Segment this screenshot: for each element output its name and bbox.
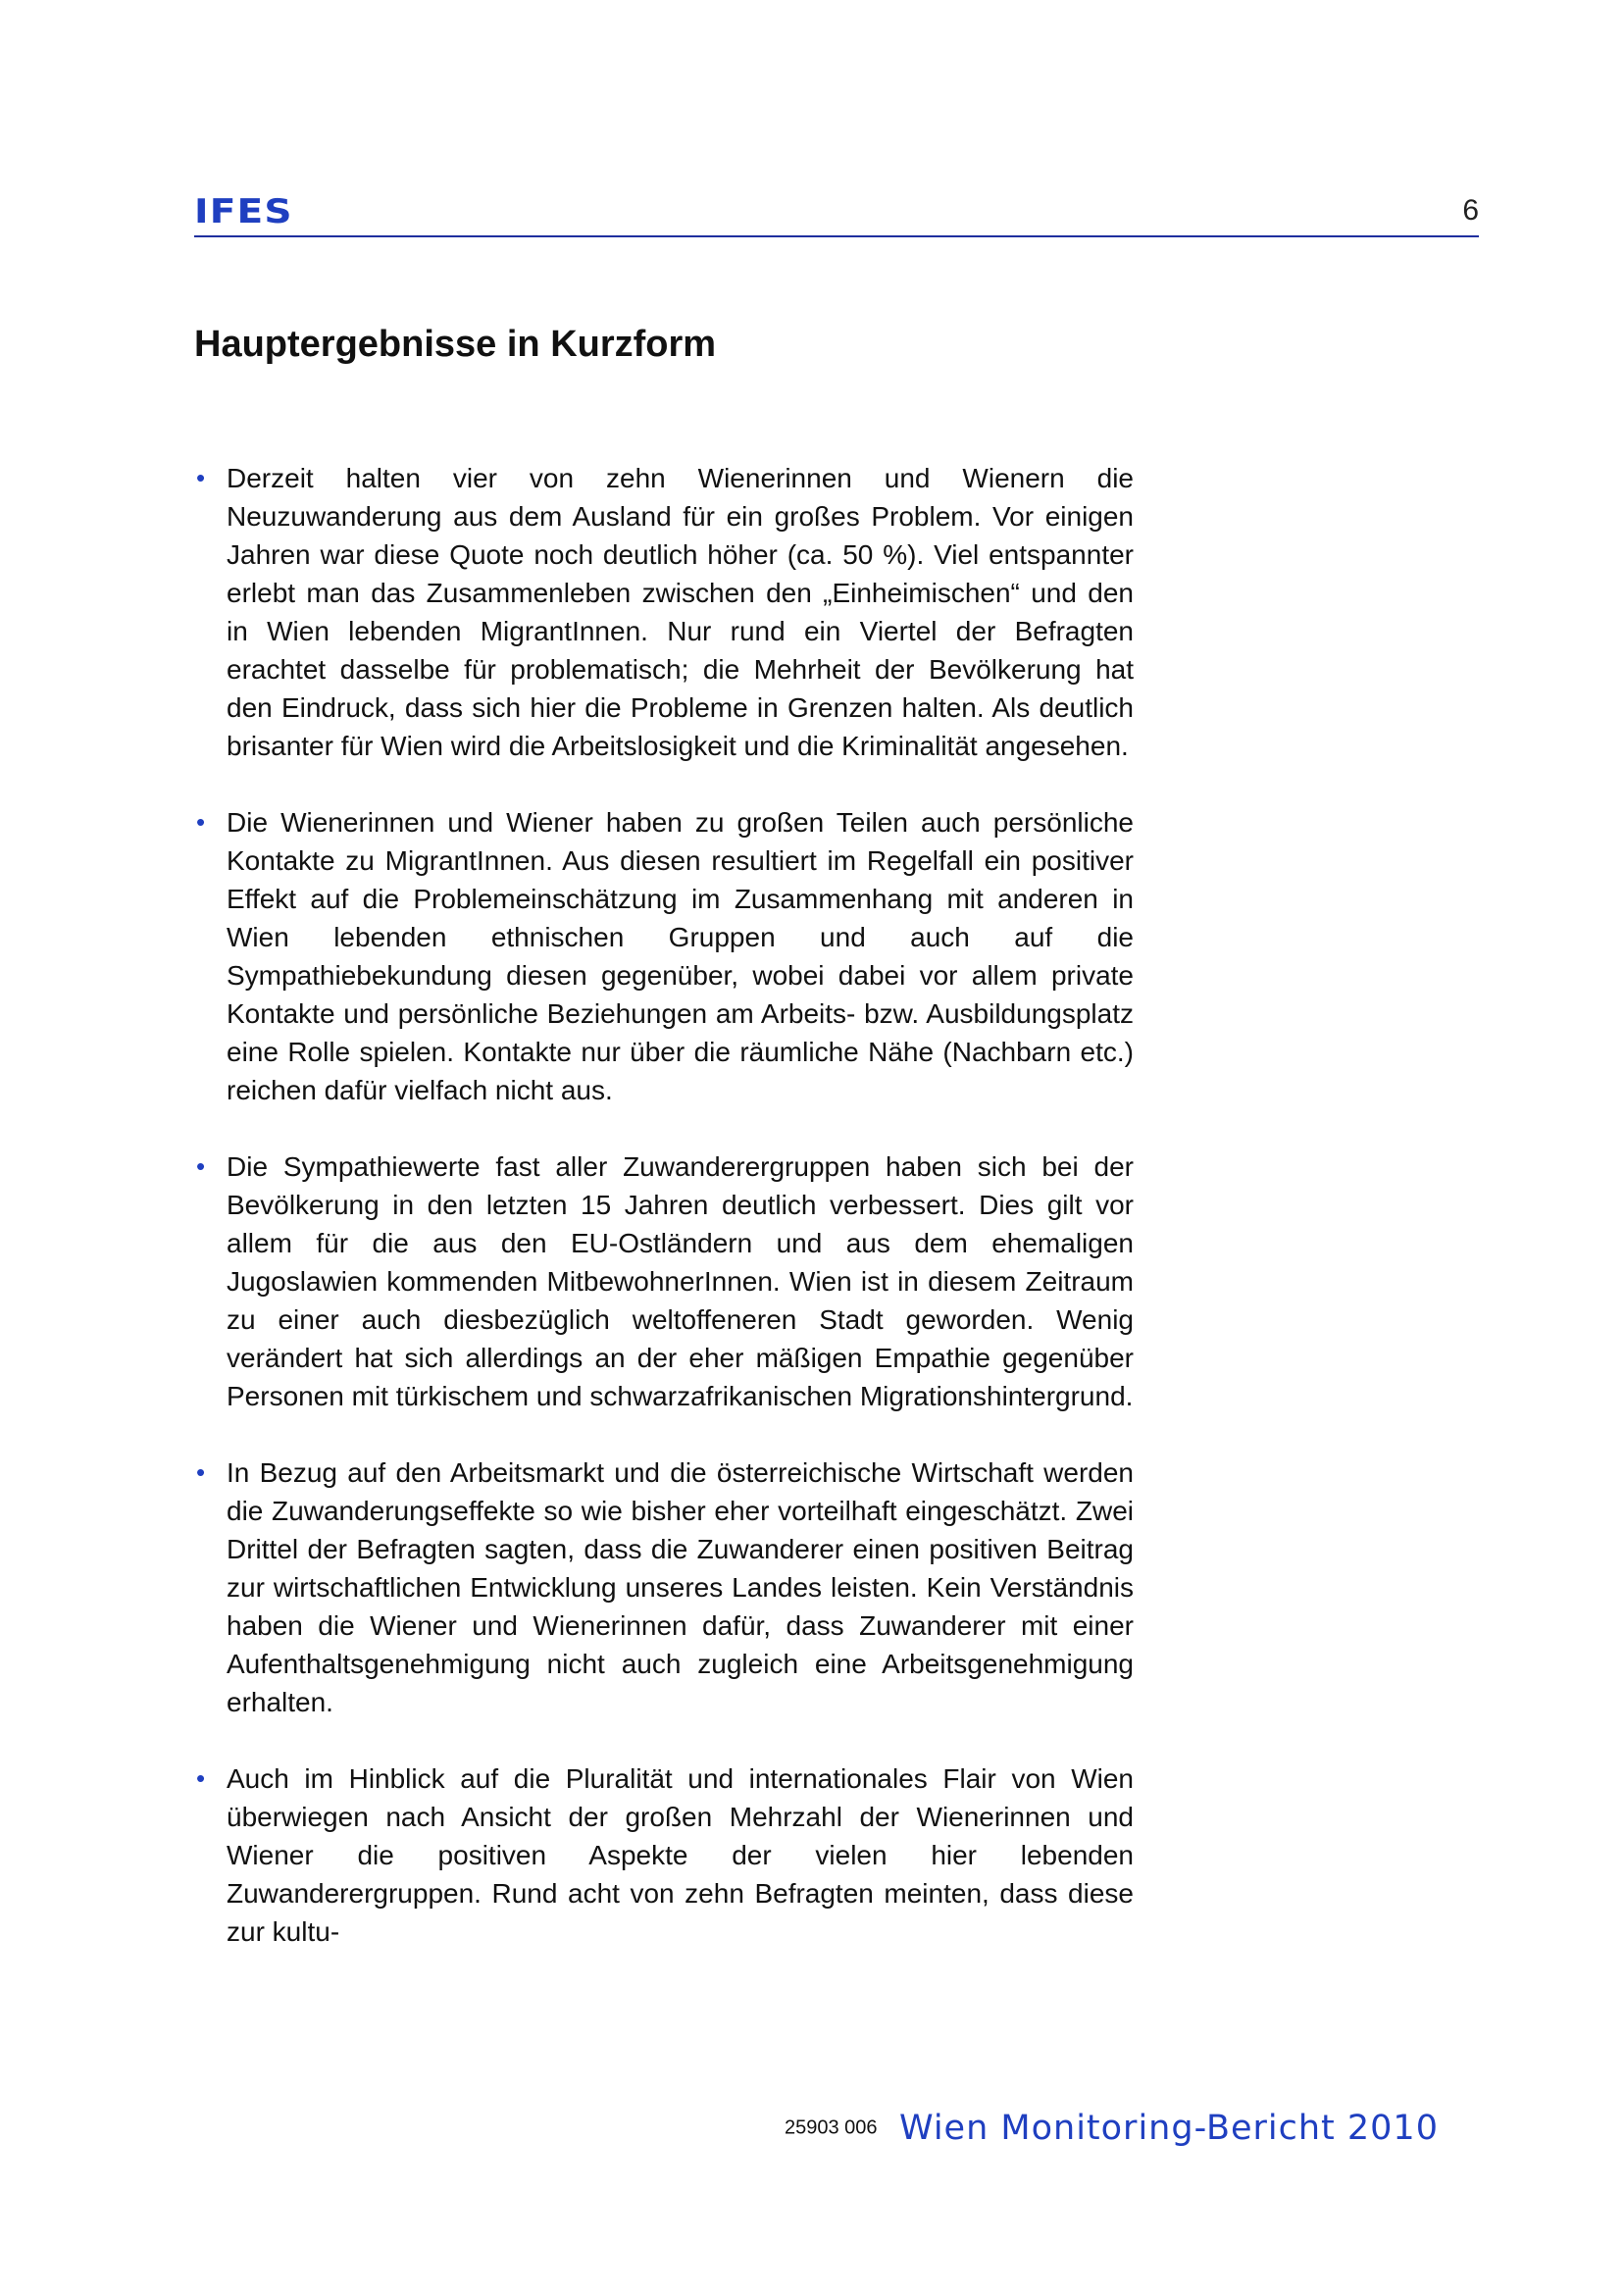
page-header	[194, 186, 1479, 237]
list-item-text: Derzeit halten vier von zehn Wienerinnen und Wienern die Neuzuwanderung aus dem Ausland für ein großes Problem. Vor einigen Jahren war diese Quote noch deutlich höher (ca. 50 %). Viel entspannter erlebt man das Zusammenleben zwischen den „Einheimischen“ und den in Wien lebenden MigrantInnen. Nur rund ein Viertel der Befragten erachtet dasselbe für problematisch; die Mehrheit der Bevölkerung hat den Eindruck, dass sich hier die Probleme in Grenzen halten. Als deutlich brisanter für Wien wird die Arbeitslosigkeit und die Kriminalität angesehen.	[227, 463, 1134, 761]
report-code: 25903 006	[785, 2116, 878, 2139]
bullet-icon: •	[196, 1457, 206, 1487]
page-title: Hauptergebnisse in Kurzform	[194, 324, 717, 365]
list-item	[194, 1759, 1134, 1951]
report-title: Wien Monitoring-Bericht 2010	[899, 2109, 1439, 2148]
page-number: 6	[1462, 194, 1479, 227]
list-item-text: Die Wienerinnen und Wiener haben zu großen Teilen auch persönliche Kontakte zu MigrantInnen. Aus diesen resultiert im Regelfall ein positiver Effekt auf die Problemeinschätzung im Zusammenhang mit anderen in Wien lebenden ethnischen Gruppen und auch auf die Sympathiebekundung diesen gegenüber, wobei dabei vor allem private Kontakte und persönliche Beziehungen am Arbeits- bzw. Ausbildungsplatz eine Rolle spielen. Kontakte nur über die räumliche Nähe (Nachbarn etc.) reichen dafür vielfach nicht aus.	[227, 807, 1134, 1105]
list-item	[194, 459, 1134, 765]
bullet-icon: •	[196, 463, 206, 492]
results-list	[194, 459, 1134, 1989]
list-item-text: Auch im Hinblick auf die Pluralität und internationales Flair von Wien überwiegen nach Ansicht der großen Mehrzahl der Wienerinnen und Wiener die positiven Aspekte der vielen hier lebenden Zuwanderergruppen. Rund acht von zehn Befragten meinten, dass diese zur kultu-	[227, 1763, 1134, 1947]
list-item-text: In Bezug auf den Arbeitsmarkt und die österreichische Wirtschaft werden die Zuwanderungseffekte so wie bisher eher vorteilhaft eingeschätzt. Zwei Drittel der Befragten sagten, dass die Zuwanderer einen positiven Beitrag zur wirtschaftlichen Entwicklung unseres Landes leisten. Kein Verständnis haben die Wiener und Wienerinnen dafür, dass Zuwanderer mit einer Aufenthaltsgenehmigung nicht auch zugleich eine Arbeitsgenehmigung erhalten.	[227, 1457, 1134, 1717]
bullet-icon: •	[196, 807, 206, 837]
list-item	[194, 803, 1134, 1109]
page-footer	[785, 2109, 1439, 2148]
bullet-icon: •	[196, 1763, 206, 1793]
ifes-logo: IFES	[194, 192, 293, 231]
list-item-text: Die Sympathiewerte fast aller Zuwanderergruppen haben sich bei der Bevölkerung in den letzten 15 Jahren deutlich verbessert. Dies gilt vor allem für die aus den EU-Ostländern und aus dem ehemaligen Jugoslawien kommenden MitbewohnerInnen. Wien ist in diesem Zeitraum zu einer auch diesbezüglich weltoffeneren Stadt geworden. Wenig verändert hat sich allerdings an der eher mäßigen Empathie gegenüber Personen mit türkischem und schwarzafrikanischen Migrationshintergrund.	[227, 1151, 1134, 1411]
list-item	[194, 1453, 1134, 1721]
list-item	[194, 1147, 1134, 1415]
bullet-icon: •	[196, 1151, 206, 1181]
